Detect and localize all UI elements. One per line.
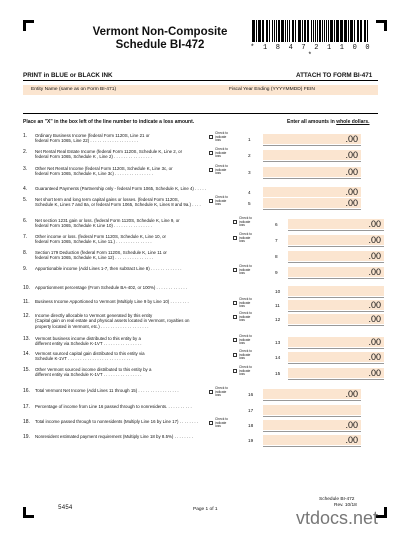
line-description: [35, 218, 242, 229]
check-label-text: indicate: [215, 420, 227, 425]
item-number: 19: [248, 438, 254, 443]
check-label-text: Check to: [239, 216, 253, 220]
line-number: 12.: [23, 313, 30, 319]
check-label-text: Check to: [239, 365, 253, 369]
amount-field-line-12[interactable]: .00: [288, 314, 384, 324]
line-description-text: Total income passed through to nonresidents (Multiply Line 16 by Line 17) . . . . . . . .: [35, 419, 199, 424]
line-description: [35, 434, 218, 439]
check-label-text: Check to: [239, 311, 253, 315]
line-description: [35, 367, 242, 378]
barcode-bar: [346, 20, 347, 42]
check-label-text: Check to: [215, 131, 229, 135]
entity-name-label: Entity Name (same as on Form BI-471): [31, 87, 117, 92]
line-description-text: (Capital gain on real estate and physical assets located in Vermont, royalties on: [35, 318, 190, 324]
check-label-text: loss: [215, 393, 221, 398]
loss-checkbox[interactable]: [209, 199, 213, 203]
amount-field-line-7[interactable]: .00: [288, 235, 384, 245]
line-description-text: Net section 1231 gain or loss. (federal Form 1120S, Schedule K, Line 9, or: [35, 218, 180, 223]
barcode-bar: [319, 20, 321, 42]
section-rule: [23, 113, 378, 114]
barcode-bar: [269, 20, 271, 42]
check-label-text: indicate: [239, 219, 251, 224]
check-to-indicate-loss-label: [239, 298, 252, 309]
line-number: 19.: [23, 434, 30, 440]
loss-checkbox[interactable]: [233, 301, 237, 305]
line-description: [35, 299, 242, 304]
amount-underline: [263, 161, 361, 162]
attach-instruction: ATTACH TO FORM BI-471: [296, 72, 373, 79]
watermark: vtdocs.net: [296, 508, 379, 528]
amount-field-line-13[interactable]: .00: [288, 337, 384, 347]
line-description: [35, 419, 218, 424]
amount-field-line-2[interactable]: .00: [263, 150, 361, 160]
check-label-text: loss: [215, 202, 221, 207]
loss-checkbox[interactable]: [233, 338, 237, 342]
check-label-text: Check to: [215, 417, 229, 421]
line-number: 16.: [23, 388, 30, 394]
barcode-bar: [293, 20, 294, 42]
item-number: 18: [248, 423, 254, 428]
line-number: 1.: [23, 133, 28, 139]
loss-checkbox[interactable]: [233, 268, 237, 272]
amount-field-line-14[interactable]: .00: [288, 352, 384, 362]
barcode-bar: [315, 20, 316, 42]
line-description-text: Apportionment percentage (From Schedule BA-402, or 100%) . . . . . . . . . . . . .: [35, 285, 188, 290]
check-label-text: Check to: [215, 195, 229, 199]
check-label-text: loss: [215, 154, 221, 159]
amounts-underlined: whole dollars.: [336, 119, 370, 125]
item-number: 6: [275, 222, 278, 227]
check-label-text: loss: [239, 341, 245, 346]
barcode-bar: [274, 20, 275, 42]
schedule-code: Schedule BI-472: [319, 497, 355, 502]
item-number: 7: [275, 238, 278, 243]
check-to-indicate-loss-label: [239, 350, 252, 361]
line-description: [35, 351, 242, 362]
line-description-text: Other income or loss. (federal Form 1120S, Schedule K, Line 10, or: [35, 234, 166, 239]
barcode-bar: [256, 20, 257, 42]
line-description-text: Income directly allocable to Vermont generated by this entity: [35, 313, 153, 318]
line-number: 7.: [23, 234, 28, 240]
form-title-line-2: Schedule BI-472: [115, 39, 205, 51]
amount-field-line-18[interactable]: .00: [263, 420, 361, 430]
amount-field-line-8[interactable]: .00: [288, 251, 384, 261]
loss-checkbox[interactable]: [233, 315, 237, 319]
amounts-prefix: Enter all amounts in: [287, 119, 337, 125]
line-description-text: Apportionable income (Add Lines 1-7, then subtract Line 8) . . . . . . . . . . . . .: [35, 266, 182, 271]
line-description-text: federal Form 1065, Schedule K, Line 3c) . . . . . . . . . . . . . . . .: [35, 171, 153, 177]
check-label-text: loss: [215, 171, 221, 176]
item-number: 9: [275, 270, 278, 275]
line-number: 10.: [23, 285, 30, 291]
line-description-text: federal Form 1065, Schedule K Line 10) . . . . . . . . . . . . . . . .: [35, 223, 152, 229]
line-number: 8.: [23, 250, 28, 256]
line-description-text: Ordinary Business Income (federal Form 1120S, Line 21 or: [35, 133, 150, 138]
line-number: 2.: [23, 149, 28, 155]
line-number: 18.: [23, 419, 30, 425]
barcode-bar: [295, 20, 297, 42]
check-label-text: indicate: [215, 134, 227, 139]
barcode-bar: [328, 20, 329, 42]
line-description-text: federal Form 1065, Schedule K , Line 2) . . . . . . . . . . . . . . . .: [35, 154, 152, 160]
loss-checkbox[interactable]: [233, 353, 237, 357]
line-number: 9.: [23, 266, 28, 272]
amount-underline: [288, 246, 384, 247]
check-label-text: indicate: [215, 198, 227, 203]
item-number: 13: [275, 340, 281, 345]
line-description-text: Net short term and long term capital gains or losses. (federal Form 1120S,: [35, 197, 179, 202]
barcode-bar: [351, 20, 353, 42]
amount-field-line-9[interactable]: .00: [288, 267, 384, 277]
loss-checkbox[interactable]: [233, 369, 237, 373]
page-number: Page 1 of 1: [193, 507, 218, 512]
line-description-text: Percentage of income from Line 16 passed through to nonresidents. . . . . . . . . . .: [35, 404, 192, 409]
line-description: [35, 388, 218, 393]
check-label-text: Check to: [239, 232, 253, 236]
line-description: [35, 266, 242, 271]
line-description: [35, 285, 242, 290]
barcode-bar: [360, 20, 362, 42]
check-label-text: indicate: [239, 352, 251, 357]
amount-underline: [263, 178, 361, 179]
barcode-bar: [300, 20, 301, 42]
amount-underline: [288, 297, 384, 298]
check-label-text: loss: [239, 223, 245, 228]
check-to-indicate-loss-label: [215, 148, 228, 159]
registration-mark-top-left: [23, 20, 34, 31]
amount-underline: [263, 431, 361, 432]
barcode-bar: [348, 20, 349, 42]
line-number: 15.: [23, 367, 30, 373]
line-description-text: different entity via Schedule K-1VT . . . . . . . . . . . . . . . .: [35, 341, 142, 347]
line-description: [35, 149, 218, 160]
barcode-bar: [365, 20, 366, 42]
barcode-bar: [262, 20, 264, 42]
barcode-bar: [334, 20, 335, 42]
item-number: 8: [275, 254, 278, 259]
barcode-bar: [260, 20, 261, 42]
item-number: 15: [275, 371, 281, 376]
amount-field-line-5[interactable]: .00: [263, 198, 361, 208]
amount-underline: [263, 145, 361, 146]
line-number: 17.: [23, 404, 30, 410]
check-label-text: indicate: [215, 150, 227, 155]
check-label-text: indicate: [215, 167, 227, 172]
line-description-text: Guaranteed Payments (Partnership only - federal Form 1065, Schedule K, Line 4) . . . . .: [35, 186, 207, 191]
line-description-text: federal Form 1065, Schedule K, Line 12) . . . . . . . . . . . . . . . .: [35, 255, 154, 261]
check-to-indicate-loss-label: [215, 132, 228, 143]
barcode-bar: [338, 20, 339, 42]
loss-checkbox[interactable]: [209, 135, 213, 139]
line-description: [35, 197, 218, 208]
amount-underline: [288, 278, 384, 279]
check-label-text: indicate: [239, 337, 251, 342]
amount-field-line-15[interactable]: .00: [288, 368, 384, 378]
check-label-text: loss: [215, 424, 221, 429]
barcode-bar: [354, 20, 356, 42]
line-description-text: Business Income Apportioned to Vermont (Multiply Line 9 by Line 10) . . . . . . . .: [35, 299, 189, 304]
amount-field-line-1[interactable]: .00: [263, 134, 361, 144]
barcode-bar: [307, 20, 308, 42]
barcode-bar: [302, 20, 303, 42]
check-label-text: indicate: [239, 314, 251, 319]
line-description-text: Schedule K, Lines 7 and 8a, or federal Form 1065, Schedule K, Lines 8 and 9a.) . . . .: [35, 202, 201, 208]
line-description-text: Vermont sourced capital gain distributed to this entity via: [35, 351, 145, 356]
check-label-text: Check to: [239, 334, 253, 338]
barcode-bar: [276, 20, 277, 42]
line-description-text: Total Vermont Net Income (Add Lines 11 through 15) . . . . . . . . . . . . . . . . .: [35, 388, 179, 393]
amount-field-line-3[interactable]: .00: [263, 167, 361, 177]
check-label-text: indicate: [239, 235, 251, 240]
line-number: 14.: [23, 351, 30, 357]
amount-underline: [288, 325, 384, 326]
header-rule: [23, 80, 378, 81]
amount-field-line-11[interactable]: .00: [288, 300, 384, 310]
check-to-indicate-loss-label: [239, 335, 252, 346]
check-label-text: Check to: [215, 386, 229, 390]
item-number: 3: [248, 170, 251, 175]
print-instruction: PRINT in BLUE or BLACK INK: [23, 72, 113, 79]
check-label-text: loss: [239, 356, 245, 361]
line-description-text: Section 179 Deduction (federal Form 1120S, Schedule K, Line 11 or: [35, 250, 167, 255]
item-number: 10: [275, 289, 281, 294]
barcode-bar: [326, 20, 328, 42]
line-description: [35, 234, 242, 245]
line-description: [35, 166, 218, 177]
amount-field-line-6[interactable]: .00: [288, 219, 384, 229]
line-description-text: different entity via Schedule K-1VT . . . . . . . . . . . . . . . .: [35, 372, 142, 378]
check-label-text: Check to: [239, 297, 253, 301]
barcode-number: * 1 8 4 7 2 1 1 0 0 *: [250, 44, 372, 60]
registration-mark-bottom-left: [23, 507, 34, 518]
barcode-bar: [340, 20, 342, 42]
line-description-text: federal Form 1065, Schedule K, Line 11.) . . . . . . . . . . . . . . .: [35, 239, 152, 245]
registration-mark-top-right: [376, 20, 387, 31]
check-label-text: loss: [239, 239, 245, 244]
loss-checkbox[interactable]: [233, 220, 237, 224]
check-to-indicate-loss-label: [239, 265, 252, 276]
line-description: [35, 404, 218, 409]
check-label-text: Check to: [215, 164, 229, 168]
line-description-text: Net Rental Real Estate Income (federal Form 1120S, Schedule K, Line 2, or: [35, 149, 183, 154]
check-label-text: loss: [239, 372, 245, 377]
form-code: 5454: [58, 504, 73, 511]
barcode-bar: [287, 20, 288, 42]
check-to-indicate-loss-label: [215, 196, 228, 207]
check-label-text: Check to: [239, 264, 253, 268]
line-number: 4.: [23, 186, 28, 192]
amount-field-line-16[interactable]: .00: [263, 389, 361, 399]
item-number: 11: [275, 303, 280, 308]
amount-underline: [263, 446, 361, 447]
fiscal-year-label: Fiscal Year Ending (YYYYMMDD) FEIN: [229, 87, 315, 92]
amount-field-line-17[interactable]: [263, 405, 361, 415]
check-label-text: Check to: [215, 147, 229, 151]
line-description-text: Schedule K-1VT . . . . . . . . . . . . . . . . . . . . . . . . . . .: [35, 356, 133, 362]
check-to-indicate-loss-label: [239, 312, 252, 323]
loss-checkbox[interactable]: [209, 151, 213, 155]
line-description-text: property located in Vermont, etc.) . . . . . . . . . . . . . . . . . . . .: [35, 323, 149, 329]
item-number: 5: [248, 201, 251, 206]
item-number: 16: [248, 392, 254, 397]
revision-date: Rev. 10/18: [334, 503, 357, 508]
line-number: 6.: [23, 218, 28, 224]
check-label-text: loss: [215, 138, 221, 143]
loss-checkbox[interactable]: [209, 168, 213, 172]
form-title-line-1: Vermont Non-Composite: [92, 26, 228, 38]
line-description-text: Nonresident estimated payment requirement (Multiply Line 18 by 8.5%) . . . . . . . .: [35, 434, 193, 439]
item-number: 14: [275, 355, 281, 360]
entity-info-field[interactable]: [23, 85, 378, 95]
line-description-text: federal Form 1065, Line 22) . . . . . . . . . . . . . . . . . . . .: [35, 138, 138, 144]
barcode-bar: [289, 20, 291, 42]
line-description-text: Vermont business income distributed to this entity by a: [35, 336, 141, 341]
line-description: [35, 336, 242, 347]
item-number: 4: [248, 190, 251, 195]
check-label-text: loss: [239, 271, 245, 276]
amount-underline: [263, 400, 361, 401]
whole-dollars-instruction: [287, 119, 370, 125]
check-label-text: loss: [239, 304, 245, 309]
item-number: 2: [248, 153, 251, 158]
line-description-text: Other Vermont sourced income distributed to this entity by a: [35, 367, 152, 372]
check-label-text: Check to: [239, 349, 253, 353]
form-title: [80, 26, 240, 52]
line-description-text: Other Net Rental Income (federal Form 1120S, Schedule K, Line 3c, or: [35, 166, 173, 171]
check-label-text: indicate: [215, 389, 227, 394]
item-number: 17: [248, 408, 254, 413]
check-label-text: indicate: [239, 368, 251, 373]
amount-underline: [288, 363, 384, 364]
check-to-indicate-loss-label: [239, 217, 252, 228]
barcode-bar: [358, 20, 359, 42]
barcode-bar: [282, 20, 284, 42]
barcode-bar: [367, 20, 369, 42]
loss-checkbox[interactable]: [233, 236, 237, 240]
check-label-text: indicate: [239, 267, 251, 272]
check-to-indicate-loss-label: [215, 418, 228, 429]
barcode-bar: [332, 20, 333, 42]
item-number: 12: [275, 317, 281, 322]
check-to-indicate-loss-label: [239, 233, 252, 244]
amount-underline: [288, 379, 384, 380]
line-number: 3.: [23, 166, 28, 172]
line-number: 11.: [23, 299, 30, 305]
barcode: [252, 20, 370, 42]
loss-checkbox[interactable]: [209, 390, 213, 394]
amount-field-line-19[interactable]: .00: [263, 435, 361, 445]
line-description: [35, 186, 218, 191]
line-number: 13.: [23, 336, 30, 342]
line-description: [35, 250, 242, 261]
loss-checkbox[interactable]: [209, 421, 213, 425]
check-label-text: loss: [239, 318, 245, 323]
line-description: [35, 313, 242, 329]
check-label-text: indicate: [239, 300, 251, 305]
amount-underline: [263, 416, 361, 417]
line-number: 5.: [23, 197, 28, 203]
barcode-bar: [322, 20, 323, 42]
amount-underline: [288, 262, 384, 263]
item-number: 1: [248, 137, 251, 142]
check-to-indicate-loss-label: [239, 366, 252, 377]
barcode-bar: [281, 20, 282, 42]
barcode-bar: [254, 20, 255, 42]
amount-underline: [263, 209, 361, 210]
check-to-indicate-loss-label: [215, 165, 228, 176]
amount-underline: [288, 230, 384, 231]
check-to-indicate-loss-label: [215, 387, 228, 398]
amount-field-line-10[interactable]: [288, 286, 384, 296]
barcode-bar: [267, 20, 268, 42]
loss-instruction: Place an "X" in the box left of the line number to indicate a loss amount.: [23, 119, 195, 125]
amount-underline: [288, 348, 384, 349]
barcode-bar: [313, 20, 315, 42]
line-description: [35, 133, 218, 144]
amount-underline: [288, 311, 384, 312]
barcode-bar: [308, 20, 309, 42]
amount-field-line-4[interactable]: .00: [263, 187, 361, 197]
